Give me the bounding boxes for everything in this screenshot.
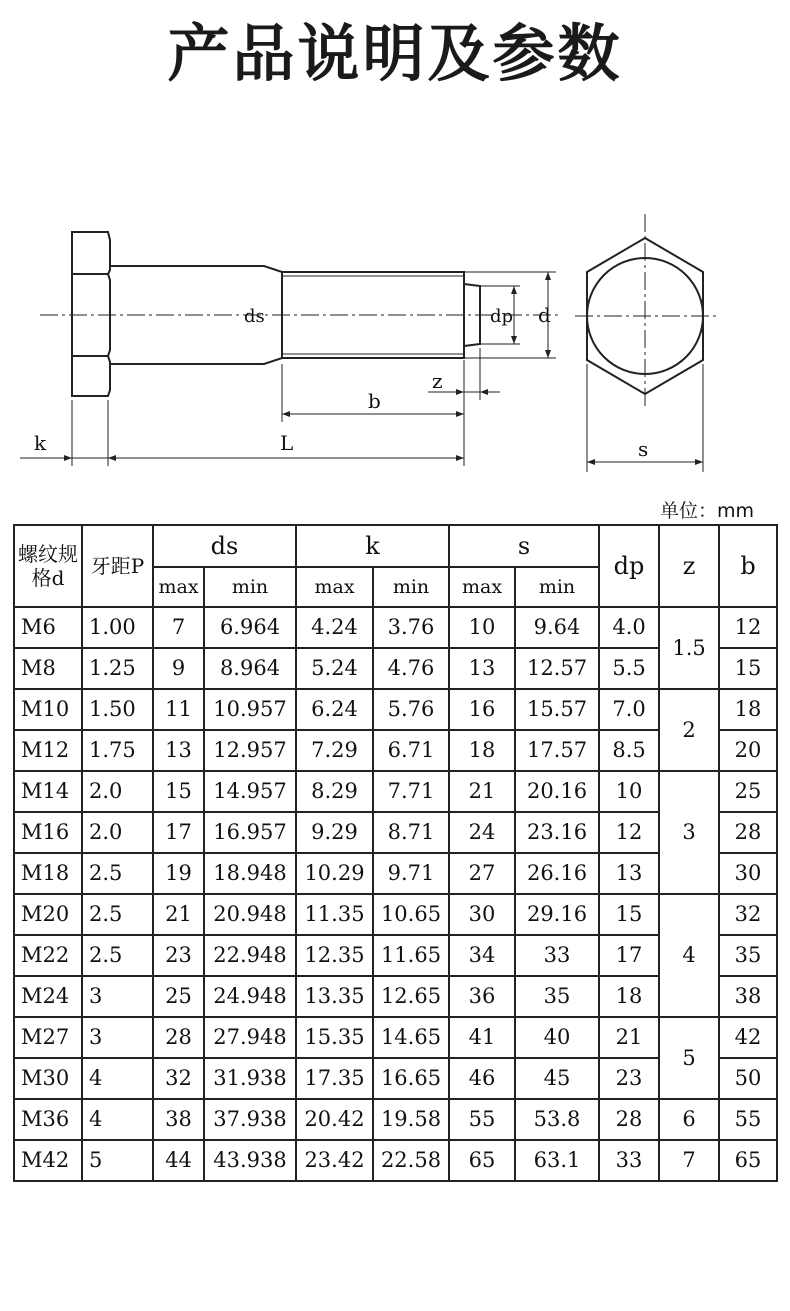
header-k: k	[296, 525, 449, 567]
cell-s-min: 17.57	[515, 730, 599, 771]
dim-s-label: s	[638, 437, 649, 461]
cell-s-max: 13	[449, 648, 515, 689]
header-s: s	[449, 525, 599, 567]
cell-k-max: 9.29	[296, 812, 373, 853]
cell-ds-min: 22.948	[204, 935, 296, 976]
cell-s-max: 65	[449, 1140, 515, 1181]
header-pitch: 牙距P	[82, 525, 153, 607]
cell-s-min: 40	[515, 1017, 599, 1058]
header-s-min: min	[515, 567, 599, 607]
cell-ds-max: 9	[153, 648, 204, 689]
cell-b: 20	[719, 730, 777, 771]
cell-d: M24	[14, 976, 82, 1017]
cell-ds-min: 14.957	[204, 771, 296, 812]
cell-s-max: 24	[449, 812, 515, 853]
cell-p: 2.0	[82, 771, 153, 812]
cell-k-min: 6.71	[373, 730, 449, 771]
cell-ds-max: 7	[153, 607, 204, 648]
bolt-technical-drawing	[0, 200, 790, 490]
cell-s-max: 16	[449, 689, 515, 730]
cell-dp: 28	[599, 1099, 659, 1140]
cell-k-max: 23.42	[296, 1140, 373, 1181]
cell-z: 7	[659, 1140, 719, 1181]
cell-b: 15	[719, 648, 777, 689]
cell-ds-min: 31.938	[204, 1058, 296, 1099]
cell-s-max: 36	[449, 976, 515, 1017]
cell-k-max: 4.24	[296, 607, 373, 648]
cell-k-max: 11.35	[296, 894, 373, 935]
cell-s-min: 26.16	[515, 853, 599, 894]
cell-b: 35	[719, 935, 777, 976]
cell-k-min: 22.58	[373, 1140, 449, 1181]
cell-s-max: 55	[449, 1099, 515, 1140]
cell-ds-min: 8.964	[204, 648, 296, 689]
cell-ds-max: 13	[153, 730, 204, 771]
table-row	[14, 894, 777, 935]
cell-p: 4	[82, 1058, 153, 1099]
cell-ds-min: 10.957	[204, 689, 296, 730]
cell-ds-min: 16.957	[204, 812, 296, 853]
cell-ds-max: 38	[153, 1099, 204, 1140]
cell-p: 1.75	[82, 730, 153, 771]
cell-b: 42	[719, 1017, 777, 1058]
cell-k-min: 8.71	[373, 812, 449, 853]
cell-k-min: 5.76	[373, 689, 449, 730]
table-row	[14, 1099, 777, 1140]
cell-s-max: 21	[449, 771, 515, 812]
cell-z: 1.5	[659, 607, 719, 689]
cell-b: 18	[719, 689, 777, 730]
cell-z: 5	[659, 1017, 719, 1099]
cell-dp: 4.0	[599, 607, 659, 648]
table-row	[14, 1017, 777, 1058]
cell-s-max: 41	[449, 1017, 515, 1058]
cell-z: 6	[659, 1099, 719, 1140]
cell-k-max: 12.35	[296, 935, 373, 976]
cell-ds-max: 32	[153, 1058, 204, 1099]
cell-dp: 12	[599, 812, 659, 853]
cell-s-min: 35	[515, 976, 599, 1017]
cell-s-max: 27	[449, 853, 515, 894]
cell-s-max: 34	[449, 935, 515, 976]
cell-k-min: 3.76	[373, 607, 449, 648]
cell-dp: 23	[599, 1058, 659, 1099]
cell-d: M18	[14, 853, 82, 894]
cell-dp: 10	[599, 771, 659, 812]
header-ds-min: min	[204, 567, 296, 607]
cell-k-max: 5.24	[296, 648, 373, 689]
dim-z-label: z	[432, 369, 443, 393]
cell-dp: 17	[599, 935, 659, 976]
cell-d: M20	[14, 894, 82, 935]
cell-ds-min: 6.964	[204, 607, 296, 648]
cell-d: M10	[14, 689, 82, 730]
cell-d: M36	[14, 1099, 82, 1140]
cell-d: M6	[14, 607, 82, 648]
cell-d: M14	[14, 771, 82, 812]
cell-ds-min: 18.948	[204, 853, 296, 894]
cell-dp: 13	[599, 853, 659, 894]
cell-p: 2.0	[82, 812, 153, 853]
header-ds-max: max	[153, 567, 204, 607]
cell-k-max: 6.24	[296, 689, 373, 730]
cell-k-max: 15.35	[296, 1017, 373, 1058]
cell-d: M22	[14, 935, 82, 976]
cell-s-min: 33	[515, 935, 599, 976]
cell-p: 3	[82, 976, 153, 1017]
table-row	[14, 1140, 777, 1181]
cell-b: 55	[719, 1099, 777, 1140]
page-title: 产品说明及参数	[167, 17, 623, 90]
cell-b: 25	[719, 771, 777, 812]
cell-b: 38	[719, 976, 777, 1017]
cell-p: 5	[82, 1140, 153, 1181]
cell-p: 1.00	[82, 607, 153, 648]
header-dp: dp	[599, 525, 659, 607]
cell-s-min: 23.16	[515, 812, 599, 853]
cell-p: 2.5	[82, 853, 153, 894]
cell-s-max: 46	[449, 1058, 515, 1099]
cell-s-min: 29.16	[515, 894, 599, 935]
header-z: z	[659, 525, 719, 607]
cell-p: 3	[82, 1017, 153, 1058]
cell-dp: 18	[599, 976, 659, 1017]
cell-d: M27	[14, 1017, 82, 1058]
header-k-min: min	[373, 567, 449, 607]
cell-s-max: 18	[449, 730, 515, 771]
header-b: b	[719, 525, 777, 607]
dim-ds-label: ds	[244, 306, 265, 327]
cell-ds-min: 37.938	[204, 1099, 296, 1140]
table-row	[14, 689, 777, 730]
cell-k-max: 7.29	[296, 730, 373, 771]
cell-ds-min: 24.948	[204, 976, 296, 1017]
cell-b: 32	[719, 894, 777, 935]
unit-label: 单位：mm	[659, 500, 754, 522]
dim-k-label: k	[34, 431, 47, 455]
cell-b: 30	[719, 853, 777, 894]
cell-d: M12	[14, 730, 82, 771]
cell-ds-max: 44	[153, 1140, 204, 1181]
cell-ds-max: 23	[153, 935, 204, 976]
bolt-spec-table	[13, 524, 778, 1182]
cell-s-min: 53.8	[515, 1099, 599, 1140]
cell-z: 2	[659, 689, 719, 771]
dim-b-label: b	[368, 389, 381, 413]
cell-k-min: 16.65	[373, 1058, 449, 1099]
header-ds: ds	[153, 525, 296, 567]
cell-d: M8	[14, 648, 82, 689]
cell-k-min: 4.76	[373, 648, 449, 689]
cell-k-min: 19.58	[373, 1099, 449, 1140]
cell-s-min: 12.57	[515, 648, 599, 689]
cell-ds-min: 20.948	[204, 894, 296, 935]
cell-s-max: 10	[449, 607, 515, 648]
cell-ds-max: 15	[153, 771, 204, 812]
cell-k-min: 10.65	[373, 894, 449, 935]
cell-b: 65	[719, 1140, 777, 1181]
header-spec: 螺纹规格d	[14, 525, 82, 607]
cell-b: 50	[719, 1058, 777, 1099]
table-row	[14, 607, 777, 648]
cell-k-min: 7.71	[373, 771, 449, 812]
cell-k-max: 10.29	[296, 853, 373, 894]
cell-k-min: 14.65	[373, 1017, 449, 1058]
cell-ds-max: 28	[153, 1017, 204, 1058]
dim-d-label: d	[538, 303, 551, 327]
table-row	[14, 771, 777, 812]
cell-z: 4	[659, 894, 719, 1017]
header-s-max: max	[449, 567, 515, 607]
cell-b: 12	[719, 607, 777, 648]
cell-dp: 5.5	[599, 648, 659, 689]
cell-k-max: 8.29	[296, 771, 373, 812]
cell-p: 4	[82, 1099, 153, 1140]
header-k-max: max	[296, 567, 373, 607]
cell-dp: 8.5	[599, 730, 659, 771]
cell-s-min: 9.64	[515, 607, 599, 648]
cell-ds-max: 19	[153, 853, 204, 894]
cell-k-max: 20.42	[296, 1099, 373, 1140]
cell-dp: 15	[599, 894, 659, 935]
cell-d: M16	[14, 812, 82, 853]
cell-dp: 7.0	[599, 689, 659, 730]
dim-dp-label: dp	[490, 306, 514, 327]
cell-k-max: 17.35	[296, 1058, 373, 1099]
cell-k-min: 11.65	[373, 935, 449, 976]
cell-b: 28	[719, 812, 777, 853]
cell-d: M42	[14, 1140, 82, 1181]
cell-s-min: 20.16	[515, 771, 599, 812]
cell-ds-min: 12.957	[204, 730, 296, 771]
cell-k-min: 9.71	[373, 853, 449, 894]
cell-dp: 21	[599, 1017, 659, 1058]
cell-p: 1.50	[82, 689, 153, 730]
dim-L-label: L	[280, 431, 294, 455]
cell-z: 3	[659, 771, 719, 894]
cell-ds-max: 11	[153, 689, 204, 730]
cell-ds-max: 21	[153, 894, 204, 935]
cell-ds-min: 43.938	[204, 1140, 296, 1181]
cell-p: 2.5	[82, 894, 153, 935]
cell-ds-min: 27.948	[204, 1017, 296, 1058]
cell-s-min: 15.57	[515, 689, 599, 730]
cell-ds-max: 25	[153, 976, 204, 1017]
cell-dp: 33	[599, 1140, 659, 1181]
cell-k-min: 12.65	[373, 976, 449, 1017]
cell-p: 1.25	[82, 648, 153, 689]
cell-s-min: 63.1	[515, 1140, 599, 1181]
cell-k-max: 13.35	[296, 976, 373, 1017]
cell-d: M30	[14, 1058, 82, 1099]
cell-ds-max: 17	[153, 812, 204, 853]
cell-s-max: 30	[449, 894, 515, 935]
cell-p: 2.5	[82, 935, 153, 976]
cell-s-min: 45	[515, 1058, 599, 1099]
